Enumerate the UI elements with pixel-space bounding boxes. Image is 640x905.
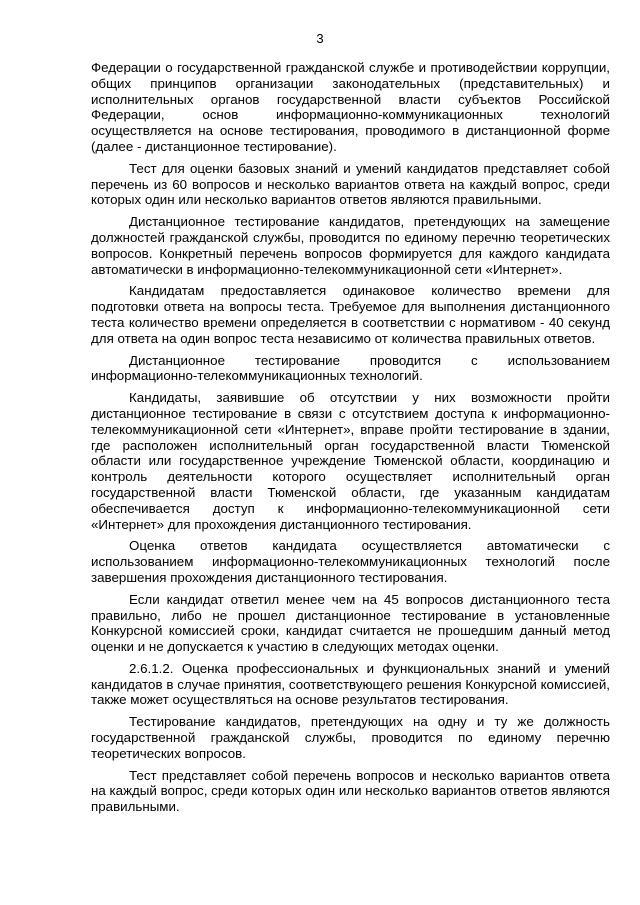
paragraph-3: Дистанционное тестирование кандидатов, претендующих на замещение должностей гражданской службы, проводится по единому перечню теоретических вопросов. Конкретный перечень вопросов формируется для каждого кандидата автоматически в информационно-телекоммуникационной сети «Интернет». [91, 214, 610, 277]
paragraph-2: Тест для оценки базовых знаний и умений кандидатов представляет собой перечень из 60 вопросов и несколько вариантов ответа на каждый вопрос, среди которых один или несколько вариантов ответов являются правильными. [91, 160, 610, 208]
paragraph-5: Дистанционное тестирование проводится с использованием информационно-телекоммуникационных технологий. [91, 352, 610, 384]
paragraph-4: Кандидатам предоставляется одинаковое количество времени для подготовки ответа на вопросы теста. Требуемое для выполнения дистанционного теста количество времени определяется в соответствии с нормативом - 40 секунд для ответа на один вопрос теста независимо от количества правильных ответов. [91, 283, 610, 346]
paragraph-7: Оценка ответов кандидата осуществляется автоматически с использованием информационно-телекоммуникационных технологий после завершения прохождения дистанционного тестирования. [91, 538, 610, 585]
paragraph-11: Тест представляет собой перечень вопросов и несколько вариантов ответа на каждый вопрос, среди которых один или несколько вариантов ответов являются правильными. [91, 767, 610, 815]
document-body [91, 60, 610, 821]
page-number: 3 [316, 31, 324, 46]
paragraph-1: Федерации о государственной гражданской службе и противодействии коррупции, общих принципов организации законодательных (представительных) и исполнительных органов государственной власти субъектов Российской Федерации, основ информационно-коммуникационных технологий осуществляется на основе тестирования, проводимого в дистанционной форме (далее - дистанционное тестирование). [91, 60, 610, 154]
paragraph-6: Кандидаты, заявившие об отсутствии у них возможности пройти дистанционное тестирование в связи с отсутствием доступа к информационно-телекоммуникационной сети «Интернет», вправе пройти тестирование в здании, где расположен исполнительный орган государственной власти Тюменской области или государственное учреждение Тюменской области, координацию и контроль деятельности которого осуществляет исполнительный орган государственной власти Тюменской области, где указанным кандидатам обеспечивается доступ к информационно-телекоммуникационной сети «Интернет» для прохождения дистанционного тестирования. [91, 390, 610, 532]
paragraph-9: 2.6.1.2. Оценка профессиональных и функциональных знаний и умений кандидатов в случае принятия, соответствующего решения Конкурсной комиссией, также может осуществляться на основе результатов тестирования. [91, 660, 610, 708]
paragraph-10: Тестирование кандидатов, претендующих на одну и ту же должность государственной гражданской службы, проводится по единому перечню теоретических вопросов. [91, 714, 610, 761]
paragraph-8: Если кандидат ответил менее чем на 45 вопросов дистанционного теста правильно, либо не прошел дистанционное тестирование в установленные Конкурсной комиссией сроки, кандидат считается не прошедшим данный метод оценки и не допускается к участию в следующих методах оценки. [91, 591, 610, 655]
